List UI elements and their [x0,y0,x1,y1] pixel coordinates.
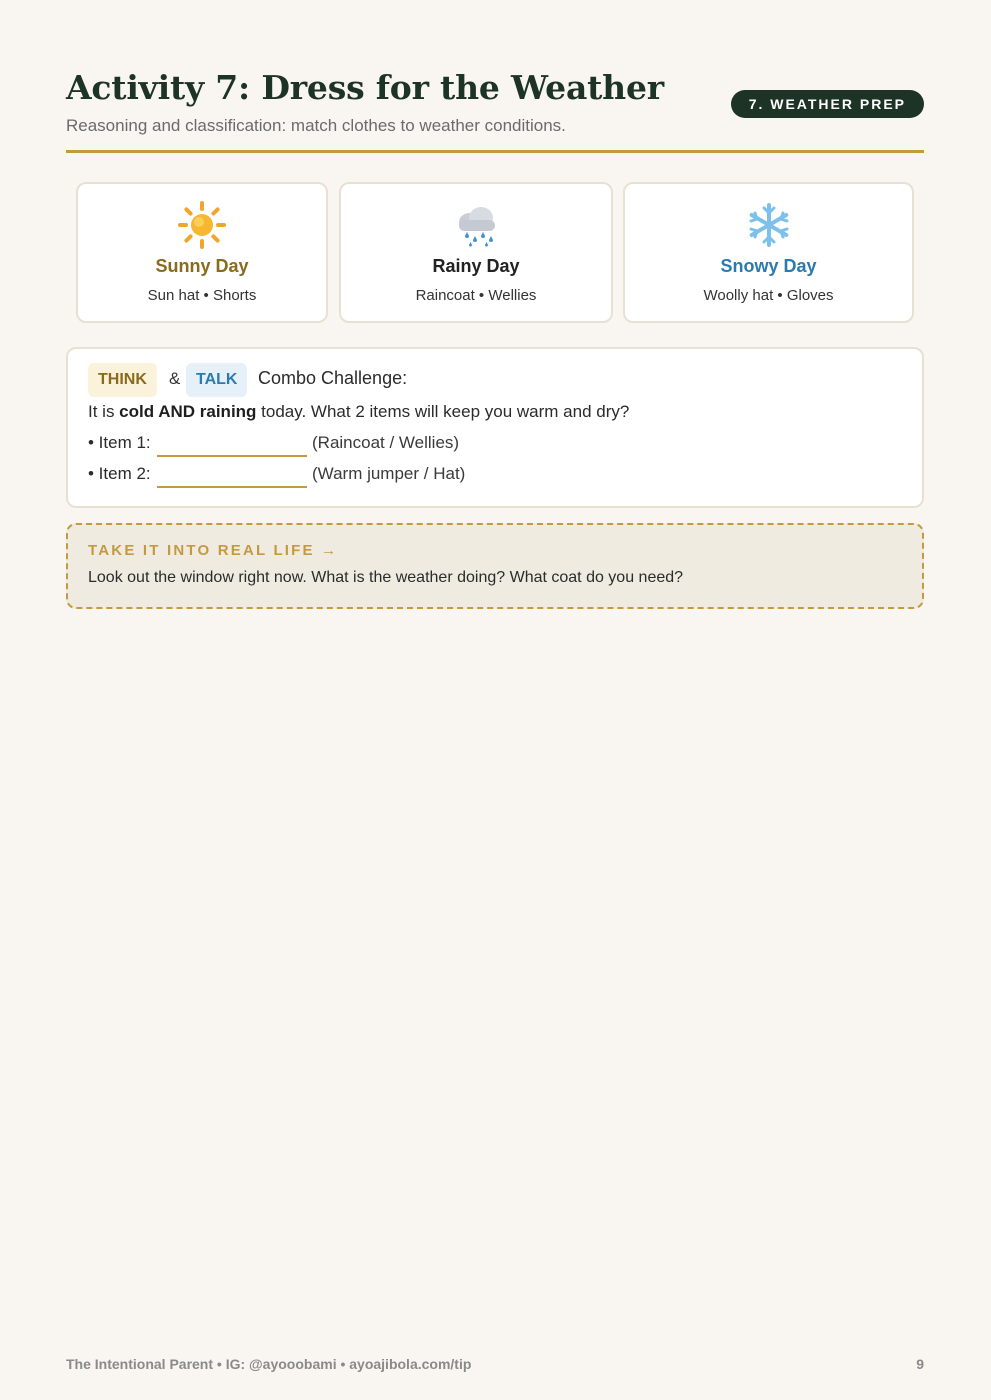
real-life-box [66,523,924,609]
header-divider [66,150,924,153]
weather-card-sunny [76,182,328,323]
weather-card-rainy [339,182,613,323]
page-subtitle: Reasoning and classification: match clothes to weather conditions. [66,116,566,135]
weather-card-snowy [623,182,914,323]
weather-card-items: Raincoat • Wellies [415,287,537,304]
answer-hint: (Warm jumper / Hat) [312,464,466,483]
footer-credit: The Intentional Parent • IG: @ayooobami • ayoajibola.com/tip [66,1356,472,1372]
answer-hint: (Raincoat / Wellies) [312,433,460,452]
activity-badge: 7. WEATHER PREP [731,90,924,118]
worksheet-page [66,0,924,1400]
think-tag: THINK [88,363,157,397]
rain-cloud-icon [341,200,611,250]
challenge-title: Combo Challenge: [258,368,408,388]
sun-icon [78,200,326,250]
snowflake-icon [625,200,912,250]
answer-label: • Item 2: [88,464,151,483]
answer-blank-line[interactable] [157,455,307,457]
weather-card-items: Woolly hat • Gloves [703,287,834,304]
question-emphasis: cold AND raining [119,402,257,421]
page-number: 9 [916,1356,924,1372]
talk-tag: TALK [186,363,247,397]
real-life-heading: TAKE IT INTO REAL LIFE → [88,542,339,559]
answer-label: • Item 1: [88,433,151,452]
combo-challenge-box [66,347,924,508]
weather-card-title: Rainy Day [432,256,520,276]
answer-blank-line[interactable] [157,486,307,488]
weather-card-title: Sunny Day [155,256,249,276]
ampersand: & [169,369,181,388]
page-title: Activity 7: Dress for the Weather [66,68,664,107]
real-life-prompt: Look out the window right now. What is the weather doing? What coat do you need? [88,569,684,586]
weather-card-items: Sun hat • Shorts [147,287,257,304]
challenge-question: It is cold AND raining today. What 2 items will keep you warm and dry? [88,402,630,421]
weather-card-title: Snowy Day [720,256,817,276]
